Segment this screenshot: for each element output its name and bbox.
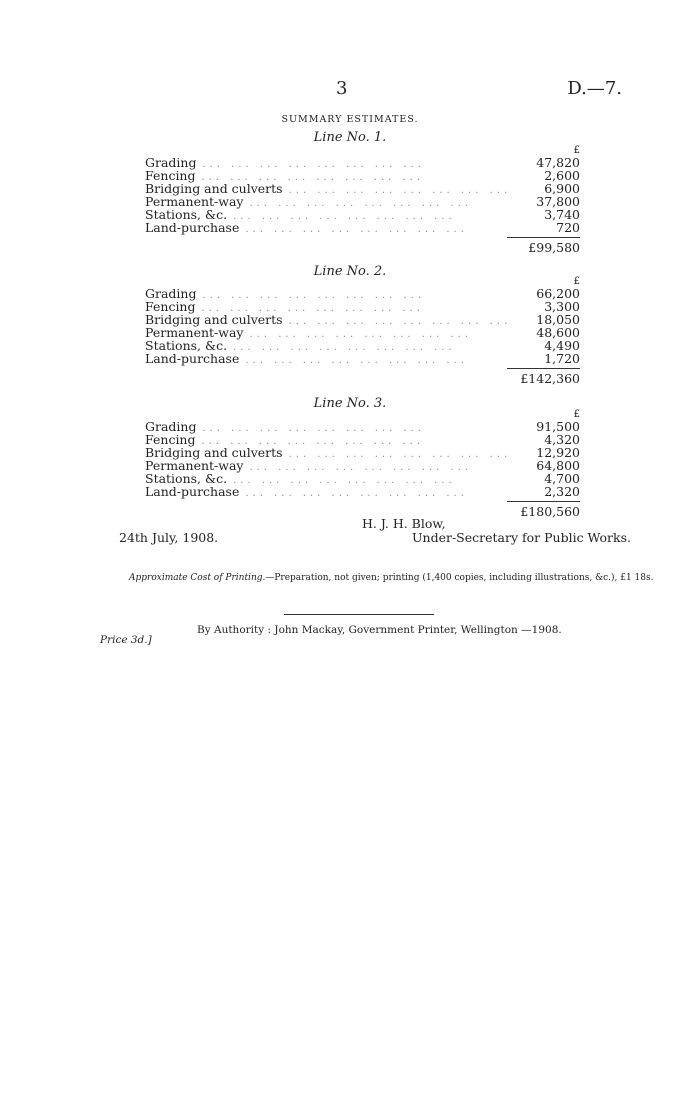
item-label: Stations, &c.	[145, 471, 228, 486]
line-2-heading: Line No. 2.	[313, 264, 387, 279]
item-label: Fencing	[145, 168, 196, 183]
leader-dots: ... ... ... ... ... ... ... ...	[249, 329, 473, 340]
item-amount: 64,800	[536, 458, 580, 473]
item-amount: 3,740	[544, 207, 580, 222]
item-label: Bridging and culverts	[145, 181, 283, 196]
item-label: Bridging and culverts	[145, 312, 283, 327]
price-note: Price 3d.]	[100, 634, 152, 646]
summary-title: SUMMARY ESTIMATES.	[281, 114, 419, 125]
total-rule	[507, 237, 580, 238]
item-amount: 47,820	[536, 155, 580, 170]
item-label: Bridging and culverts	[145, 445, 283, 460]
line-2-total: £142,360	[520, 371, 580, 386]
estimate-row	[145, 287, 580, 300]
line-3-estimate	[145, 408, 580, 518]
item-amount: 4,700	[544, 471, 580, 486]
leader-dots: ... ... ... ... ... ... ... ...	[288, 185, 512, 196]
leader-dots: ... ... ... ... ... ... ... ...	[233, 211, 456, 222]
item-label: Permanent-way	[145, 325, 244, 340]
item-amount: 720	[556, 220, 580, 235]
item-label: Permanent-way	[145, 458, 244, 473]
leader-dots: ... ... ... ... ... ... ... ...	[245, 488, 468, 499]
item-amount: 3,300	[544, 299, 580, 314]
leader-dots: ... ... ... ... ... ... ... ...	[249, 198, 473, 209]
item-label: Fencing	[145, 432, 196, 447]
item-amount: 4,320	[544, 432, 580, 447]
item-label: Land-purchase	[145, 220, 240, 235]
line-2-estimate	[145, 275, 580, 385]
item-amount: 6,900	[544, 181, 580, 196]
printing-cost-note	[129, 573, 653, 583]
item-amount: 48,600	[536, 325, 580, 340]
page-number: 3	[336, 78, 348, 99]
item-amount: 91,500	[536, 419, 580, 434]
item-label: Fencing	[145, 299, 196, 314]
estimate-row	[145, 485, 580, 498]
line-1-estimate	[145, 144, 580, 254]
signatory-name: H. J. H. Blow,	[362, 516, 446, 531]
item-amount: 2,600	[544, 168, 580, 183]
leader-dots: ... ... ... ... ... ... ... ...	[245, 355, 468, 366]
leader-dots: ... ... ... ... ... ... ... ...	[233, 475, 456, 486]
item-label: Stations, &c.	[145, 338, 228, 353]
leader-dots: ... ... ... ... ... ... ... ...	[288, 316, 512, 327]
item-label: Permanent-way	[145, 194, 244, 209]
total-rule	[507, 368, 580, 369]
line-3-heading: Line No. 3.	[313, 396, 387, 411]
item-label: Grading	[145, 286, 197, 301]
leader-dots: ... ... ... ... ... ... ... ...	[245, 224, 468, 235]
item-amount: 2,320	[544, 484, 580, 499]
estimate-row	[145, 352, 580, 365]
item-label: Stations, &c.	[145, 207, 228, 222]
item-label: Grading	[145, 419, 197, 434]
document-code: D.—7.	[567, 78, 622, 99]
leader-dots: ... ... ... ... ... ... ... ...	[201, 303, 425, 314]
line-3-total: £180,560	[520, 504, 580, 519]
item-amount: 4,490	[544, 338, 580, 353]
leader-dots: ... ... ... ... ... ... ... ...	[288, 449, 512, 460]
line-1-total: £99,580	[528, 240, 580, 255]
item-amount: 1,720	[544, 351, 580, 366]
currency-symbol: £	[573, 409, 580, 420]
leader-dots: ... ... ... ... ... ... ... ...	[249, 462, 473, 473]
leader-dots: ... ... ... ... ... ... ... ...	[202, 423, 426, 434]
leader-dots: ... ... ... ... ... ... ... ...	[201, 436, 425, 447]
item-amount: 12,920	[536, 445, 580, 460]
authority-line: By Authority : John Mackay, Government Printer, Wellington —1908.	[197, 624, 562, 636]
total-rule	[507, 501, 580, 502]
item-amount: 66,200	[536, 286, 580, 301]
estimate-row	[145, 156, 580, 169]
currency-symbol: £	[573, 276, 580, 287]
item-amount: 18,050	[536, 312, 580, 327]
estimate-row	[145, 420, 580, 433]
leader-dots: ... ... ... ... ... ... ... ...	[233, 342, 456, 353]
signatory-title: Under-Secretary for Public Works.	[412, 530, 632, 545]
leader-dots: ... ... ... ... ... ... ... ...	[201, 172, 425, 183]
item-label: Grading	[145, 155, 197, 170]
item-amount: 37,800	[536, 194, 580, 209]
document-date: 24th July, 1908.	[119, 530, 219, 545]
currency-symbol: £	[573, 145, 580, 156]
item-label: Land-purchase	[145, 351, 240, 366]
leader-dots: ... ... ... ... ... ... ... ...	[202, 159, 426, 170]
divider-rule	[284, 614, 434, 615]
item-label: Land-purchase	[145, 484, 240, 499]
printing-cost-label: Approximate Cost of Printing.	[129, 573, 266, 583]
leader-dots: ... ... ... ... ... ... ... ...	[202, 290, 426, 301]
printing-cost-text: —Preparation, not given; printing (1,400 copies, including illustrations, &c.), £1 18s.	[265, 573, 654, 583]
line-1-heading: Line No. 1.	[313, 130, 387, 145]
estimate-row	[145, 221, 580, 234]
